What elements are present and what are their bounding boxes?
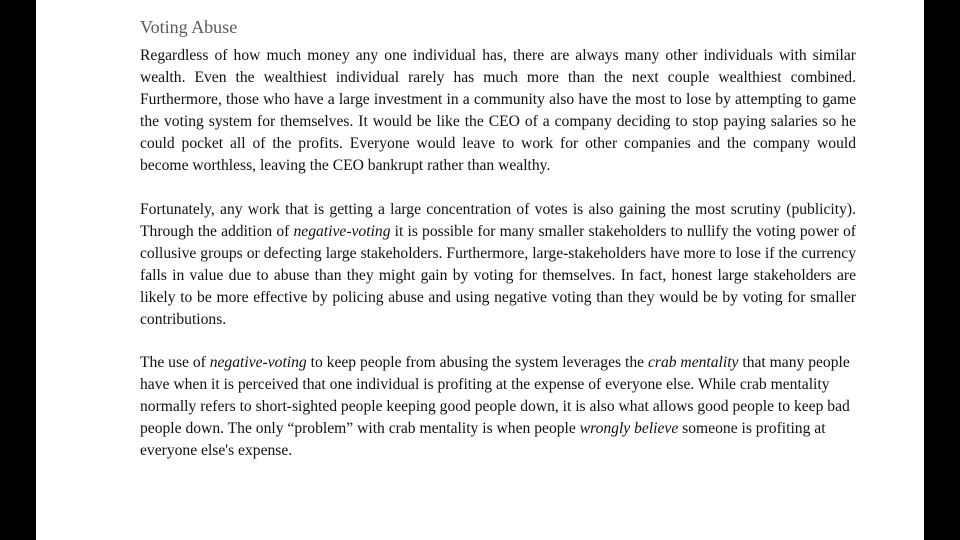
paragraph-1 — [140, 45, 856, 177]
italic-term-negative-voting: negative-voting — [293, 222, 391, 240]
document-page — [36, 0, 924, 540]
paragraph-3 — [140, 352, 856, 462]
document-body — [140, 45, 856, 484]
section-heading: Voting Abuse — [140, 17, 238, 37]
paragraph-3-text-d: someone is profiting at everyone else's expense. — [140, 420, 826, 459]
italic-term-wrongly-believe: wrongly believe — [579, 420, 679, 437]
paragraph-3-text-b: to keep people from abusing the system leverages the — [306, 354, 648, 371]
paragraph-3-text-c: that many people have when it is perceived that one individual is profiting at the expense of everyone else. While crab mentality normally refers to short-sighted people keeping good people down, it is also what allows good people to keep bad people down. The only “problem” with crab mentality is when people — [140, 354, 850, 437]
italic-term-negative-voting: negative-voting — [209, 354, 307, 371]
paragraph-3-text-a: The use of — [140, 354, 210, 371]
italic-term-crab-mentality: crab mentality — [647, 354, 739, 371]
paragraph-1-text: Regardless of how much money any one individual has, there are always many other individuals with similar wealth. Even the wealthiest individual rarely has much more than the next couple wealthiest combined. Furthermore, those who have a large investment in a community also have the most to lose by attempting to game the voting system for themselves. It would be like the CEO of a company deciding to stop paying salaries so he could pocket all of the profits. Everyone would leave to work for other companies and the company would become worthless, leaving the CEO bankrupt rather than wealthy. — [140, 47, 856, 174]
paragraph-2 — [140, 199, 856, 331]
paragraph-2-text-a: Fortunately, any work that is getting a large concentration of votes is also gaining the most scrutiny (publicity). Through the addition of — [140, 200, 856, 240]
paragraph-2-text-b: it is possible for many smaller stakeholders to nullify the voting power of collusive groups or defecting large stakeholders. Furthermore, large-stakeholders have more to lose if the currency falls in value due to abuse than they might gain by voting for themselves. In fact, honest large stakeholders are likely to be more effective by policing abuse and using negative voting than they would be by voting for smaller contributions. — [140, 222, 856, 328]
